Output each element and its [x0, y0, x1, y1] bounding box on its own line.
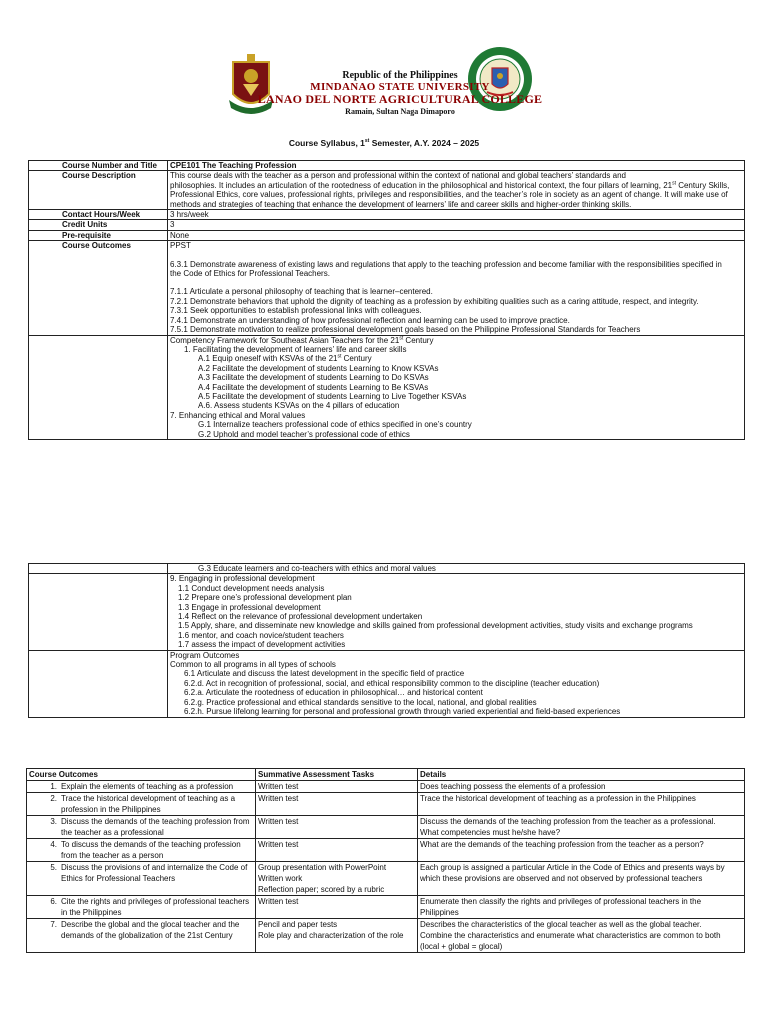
outcome-number: 3.	[50, 817, 57, 826]
text-line: Program Outcomes	[170, 650, 240, 660]
text-line: 7.1.1 Articulate a personal philosophy of teaching that is learner–centered.	[170, 287, 433, 297]
text-line: 6.2.d. Act in recognition of professional, social, and ethical responsibility common to the discipline (teacher education)	[184, 678, 600, 688]
text-line: 7.3.1 Seek opportunities to establish professional links with colleagues.	[170, 306, 422, 316]
course-outcomes-label: Course Outcomes	[29, 241, 168, 335]
table-row	[29, 650, 745, 717]
text-line: 1.7 assess the impact of development activities	[178, 640, 346, 650]
text-line: A.2 Facilitate the development of students Learning to Know KSVAs	[198, 363, 439, 373]
details-cell: Each group is assigned a particular Article in the Code of Ethics and presents ways by which these provisions are observed and not observed by professional teachers	[418, 862, 745, 896]
professional-development	[168, 574, 745, 650]
text-line: 1.5 Apply, share, and disseminate new knowledge and skills gained from professional development activities, study visits and exchange programs	[178, 621, 693, 631]
assessment-task-cell: Written test	[256, 781, 418, 793]
table-row	[29, 241, 745, 335]
text-line: 1.1 Conduct development needs analysis	[178, 583, 325, 593]
outcome-number: 7.	[50, 920, 57, 929]
assessment-task-cell: Written test	[256, 839, 418, 862]
text-line: 6.2.g. Practice professional and ethical standards sensitive to the local, national, and global realities	[184, 697, 537, 707]
text-line: 9. Engaging in professional development	[170, 574, 315, 584]
university-name: MINDANAO STATE UNIVERSITY	[310, 81, 490, 93]
text-line: A.3 Facilitate the development of students Learning to Do KSVAs	[198, 373, 429, 383]
text-line: A.6. Assess students KSVAs on the 4 pillars of education	[198, 401, 400, 411]
text-line: philosophies. It includes an articulation of the rootedness of education in the philosophical and historical context, the four pillars of learning, 21st Century Skills,	[170, 180, 730, 190]
text-line: Professional Ethics, core values, professional rights, privileges and responsibilities, and the teacher’s role in society as an agent of change. It will make use of	[170, 190, 728, 200]
details-cell: Discuss the demands of the teaching profession from the teacher as a professional. What competencies must he/she have?	[418, 816, 745, 839]
table-row	[29, 230, 745, 240]
outcome-text: To discuss the demands of the teaching profession from the teacher as a person	[61, 840, 241, 860]
text-line: A.4 Facilitate the development of students Learning to Be KSVAs	[198, 382, 429, 392]
table-row	[27, 816, 745, 839]
table-row	[29, 171, 745, 210]
assessment-task-cell: Written test	[256, 896, 418, 919]
table-row	[29, 564, 745, 574]
table-row	[27, 919, 745, 953]
text-line: Common to all programs in all types of schools	[170, 660, 336, 670]
text-line: the Code of Ethics for Professional Teachers.	[170, 269, 330, 279]
empty-cell	[29, 650, 168, 717]
course-outcome-cell	[27, 793, 256, 816]
outcome-number: 4.	[50, 840, 57, 849]
course-outcomes-ppst	[168, 241, 745, 335]
empty-cell	[29, 564, 168, 574]
table-row	[29, 574, 745, 650]
text-line: 1. Facilitating the development of learners’ life and career skills	[184, 344, 407, 354]
assessment-task-cell: Pencil and paper tests Role play and characterization of the role	[256, 919, 418, 953]
prerequisite-value: None	[168, 230, 745, 240]
credit-units-label: Credit Units	[29, 220, 168, 230]
empty-cell	[29, 574, 168, 650]
table-row	[29, 220, 745, 230]
competency-framework	[168, 335, 745, 439]
text-line: 7.5.1 Demonstrate motivation to realize professional development goals based on the Philippine Professional Standards for Teachers	[170, 325, 641, 335]
course-outcome-cell	[27, 816, 256, 839]
details-cell: Enumerate then classify the rights and privileges of professional teachers in the Philippines	[418, 896, 745, 919]
course-description-value	[168, 171, 745, 210]
empty-cell	[29, 335, 168, 439]
details-cell: Does teaching possess the elements of a profession	[418, 781, 745, 793]
outcome-number: 2.	[50, 794, 57, 803]
ppst-heading: PPST	[170, 241, 191, 251]
outcome-number: 1.	[50, 782, 57, 791]
table-row	[27, 839, 745, 862]
text-line: G.3 Educate learners and co-teachers with ethics and moral values	[198, 564, 436, 573]
text-line: G.2 Uphold and model teacher’s professional code of ethics	[198, 429, 410, 439]
letterhead	[250, 70, 550, 118]
column-header: Details	[418, 769, 745, 781]
text-line: A.5 Facilitate the development of students Learning to Live Together KSVAs	[198, 391, 467, 401]
text-line: 1.3 Engage in professional development	[178, 602, 321, 612]
text-line: 1.2 Prepare one’s professional development plan	[178, 593, 352, 603]
text-line: methods and strategies of teaching that enhance the development of learners’ life and career skills and higher-order thinking skills.	[170, 199, 632, 209]
republic-line: Republic of the Philippines	[342, 70, 458, 81]
course-outcome-cell	[27, 781, 256, 793]
details-cell: Trace the historical development of teaching as a profession in the Philippines	[418, 793, 745, 816]
table-row	[29, 335, 745, 439]
text-line: 6.3.1 Demonstrate awareness of existing laws and regulations that apply to the teaching profession and become familiar with the responsibilities specified in	[170, 259, 722, 269]
table-row	[27, 862, 745, 896]
column-header: Course Outcomes	[27, 769, 256, 781]
contact-hours-value: 3 hrs/week	[168, 210, 745, 220]
text-line: A.1 Equip oneself with KSVAs of the 21st Century	[198, 354, 372, 364]
details-cell: Describes the characteristics of the glocal teacher as well as the global teacher. Combine the characteristics and enumerate what characteristics are common to both (local + global = glocal)	[418, 919, 745, 953]
outcome-text: Describe the global and the glocal teacher and the demands of the globalization of the 21st Century	[61, 920, 240, 940]
prerequisite-label: Pre-requisite	[29, 230, 168, 240]
course-outcome-cell	[27, 919, 256, 953]
outcome-text: Discuss the demands of the teaching profession from the teacher as a professional	[61, 817, 250, 837]
assessment-task-cell: Written test	[256, 816, 418, 839]
outcome-text: Cite the rights and privileges of professional teachers in the Philippines	[61, 897, 250, 917]
details-cell: What are the demands of the teaching profession from the teacher as a person?	[418, 839, 745, 862]
competency-g3	[168, 564, 745, 574]
assessment-task-cell: Group presentation with PowerPoint Written work Reflection paper; scored by a rubric	[256, 862, 418, 896]
course-number-value: CPE101 The Teaching Profession	[168, 161, 745, 171]
syllabus-title: Course Syllabus, 1st Semester, A.Y. 2024 – 2025	[288, 138, 480, 148]
text-line: This course deals with the teacher as a person and professional within the context of national and global teachers’ standards and	[170, 171, 626, 181]
table-row	[27, 896, 745, 919]
table-row	[27, 781, 745, 793]
table-header-row	[27, 769, 745, 781]
text-line: 6.2.h. Pursue lifelong learning for personal and professional growth through varied experiential and field-based experiences	[184, 707, 621, 717]
text-line: Competency Framework for Southeast Asian Teachers for the 21st Century	[170, 335, 434, 345]
course-outcome-cell	[27, 896, 256, 919]
course-number-label: Course Number and Title	[29, 161, 168, 171]
assessment-table	[26, 768, 745, 953]
credit-units-value: 3	[168, 220, 745, 230]
text-line: 7. Enhancing ethical and Moral values	[170, 410, 306, 420]
college-address: Ramain, Sultan Naga Dimaporo	[345, 107, 455, 116]
column-header: Summative Assessment Tasks	[256, 769, 418, 781]
text-line: 1.4 Reflect on the relevance of professional development undertaken	[178, 612, 423, 622]
program-outcomes	[168, 650, 745, 717]
text-line: 7.2.1 Demonstrate behaviors that uphold the dignity of teaching as a profession by exhibiting qualities such as a caring attitude, respect, and integrity.	[170, 296, 699, 306]
outcome-number: 5.	[50, 863, 57, 872]
course-outcome-cell	[27, 862, 256, 896]
course-outcome-cell	[27, 839, 256, 862]
text-line: 6.1 Articulate and discuss the latest development in the specific field of practice	[184, 669, 465, 679]
course-info-table-continued	[28, 563, 745, 718]
outcome-text: Discuss the provisions of and internalize the Code of Ethics for Professional Teachers	[61, 863, 248, 883]
text-line: G.1 Internalize teachers professional code of ethics specified in one’s country	[198, 420, 472, 430]
text-line: 1.6 mentor, and coach novice/student teachers	[178, 630, 344, 640]
outcome-number: 6.	[50, 897, 57, 906]
course-description-label: Course Description	[29, 171, 168, 210]
college-name: LANAO DEL NORTE AGRICULTURAL COLLEGE	[257, 92, 543, 106]
outcome-text: Explain the elements of teaching as a profession	[61, 782, 234, 791]
outcome-text: Trace the historical development of teaching as a profession in the Philippines	[61, 794, 236, 814]
course-info-table	[28, 160, 745, 440]
table-row	[29, 210, 745, 220]
text-line: 6.2.a. Articulate the rootedness of education in philosophical… and historical content	[184, 688, 483, 698]
assessment-task-cell: Written test	[256, 793, 418, 816]
contact-hours-label: Contact Hours/Week	[29, 210, 168, 220]
table-row	[27, 793, 745, 816]
table-row	[29, 161, 745, 171]
text-line: 7.4.1 Demonstrate an understanding of how professional reflection and learning can be used to improve practice.	[170, 315, 570, 325]
